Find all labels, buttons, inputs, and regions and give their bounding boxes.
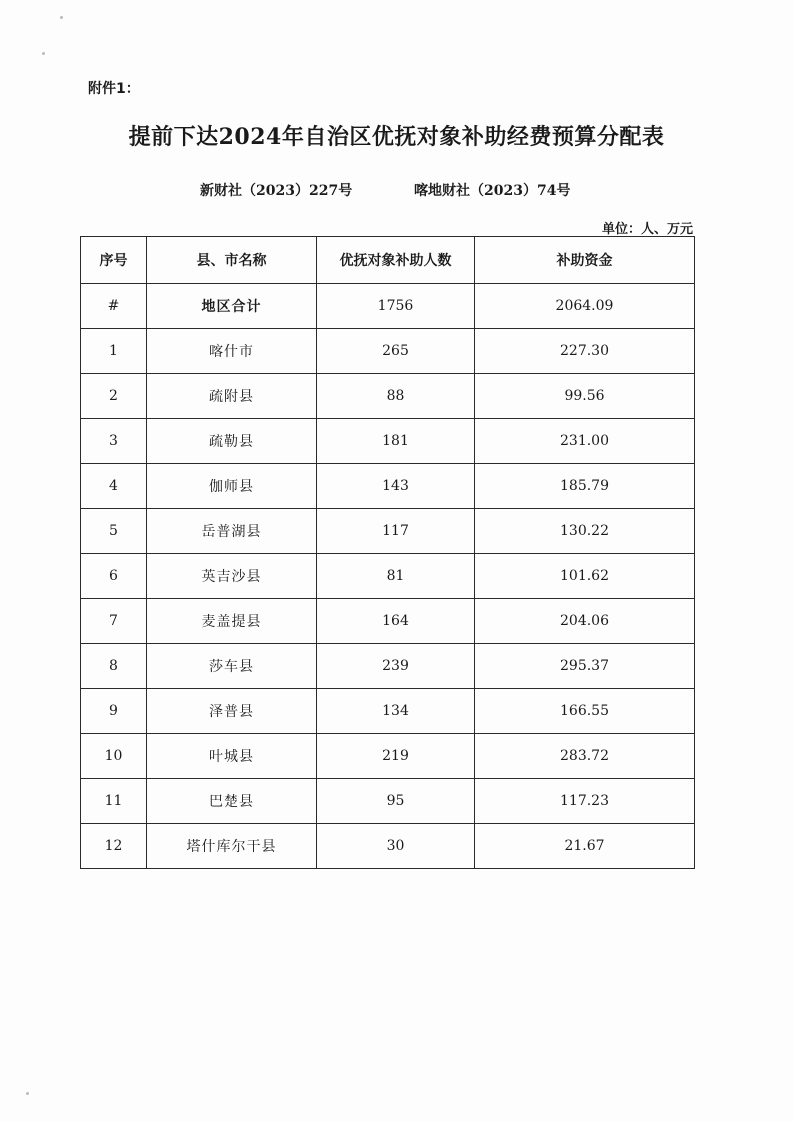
- cell-subsidy-amount: 227.30: [475, 329, 695, 374]
- cell-subsidy-amount: 204.06: [475, 599, 695, 644]
- cell-index: #: [81, 284, 147, 329]
- table-header-row: [81, 237, 695, 284]
- scan-speck: [26, 1092, 29, 1095]
- header-beneficiary-count: 优抚对象补助人数: [317, 237, 475, 284]
- cell-county-name: 泽普县: [147, 689, 317, 734]
- cell-subsidy-amount: 99.56: [475, 374, 695, 419]
- table-row: [81, 464, 695, 509]
- doc-number-left: 新财社（2023）227号: [200, 183, 353, 199]
- cell-county-name: 巴楚县: [147, 779, 317, 824]
- table-row: [81, 734, 695, 779]
- cell-subsidy-amount: 130.22: [475, 509, 695, 554]
- unit-label: 单位：人、万元: [601, 222, 693, 237]
- table-row: [81, 554, 695, 599]
- cell-index: 3: [81, 419, 147, 464]
- cell-subsidy-amount: 166.55: [475, 689, 695, 734]
- cell-index: 4: [81, 464, 147, 509]
- header-county-name: 县、市名称: [147, 237, 317, 284]
- cell-index: 5: [81, 509, 147, 554]
- table-row: [81, 689, 695, 734]
- cell-index: 12: [81, 824, 147, 869]
- cell-beneficiary-count: 134: [317, 689, 475, 734]
- document-title: 提前下达2024年自治区优抚对象补助经费预算分配表: [128, 124, 665, 150]
- table-row: [81, 374, 695, 419]
- cell-county-name: 麦盖提县: [147, 599, 317, 644]
- cell-county-name: 叶城县: [147, 734, 317, 779]
- table-row: [81, 599, 695, 644]
- cell-beneficiary-count: 88: [317, 374, 475, 419]
- cell-county-name: 岳普湖县: [147, 509, 317, 554]
- table-row: [81, 779, 695, 824]
- cell-index: 11: [81, 779, 147, 824]
- cell-county-name: 地区合计: [147, 284, 317, 329]
- cell-beneficiary-count: 265: [317, 329, 475, 374]
- cell-index: 7: [81, 599, 147, 644]
- scan-speck: [42, 52, 45, 55]
- cell-county-name: 伽师县: [147, 464, 317, 509]
- attachment-label: 附件1：: [88, 81, 140, 97]
- doc-number-right: 喀地财社（2023）74号: [414, 183, 571, 199]
- table-body: [81, 284, 695, 869]
- cell-beneficiary-count: 143: [317, 464, 475, 509]
- budget-table: [80, 236, 695, 869]
- table-row: [81, 329, 695, 374]
- cell-beneficiary-count: 1756: [317, 284, 475, 329]
- table-row: [81, 824, 695, 869]
- cell-subsidy-amount: 185.79: [475, 464, 695, 509]
- cell-beneficiary-count: 117: [317, 509, 475, 554]
- cell-county-name: 疏勒县: [147, 419, 317, 464]
- cell-beneficiary-count: 81: [317, 554, 475, 599]
- table-row: [81, 419, 695, 464]
- cell-subsidy-amount: 231.00: [475, 419, 695, 464]
- cell-county-name: 喀什市: [147, 329, 317, 374]
- cell-subsidy-amount: 2064.09: [475, 284, 695, 329]
- cell-index: 8: [81, 644, 147, 689]
- cell-index: 6: [81, 554, 147, 599]
- cell-county-name: 疏附县: [147, 374, 317, 419]
- cell-subsidy-amount: 117.23: [475, 779, 695, 824]
- cell-county-name: 英吉沙县: [147, 554, 317, 599]
- cell-beneficiary-count: 30: [317, 824, 475, 869]
- cell-index: 2: [81, 374, 147, 419]
- cell-index: 10: [81, 734, 147, 779]
- table-row: [81, 509, 695, 554]
- cell-beneficiary-count: 239: [317, 644, 475, 689]
- cell-beneficiary-count: 95: [317, 779, 475, 824]
- cell-index: 1: [81, 329, 147, 374]
- table-row: [81, 644, 695, 689]
- cell-beneficiary-count: 181: [317, 419, 475, 464]
- cell-beneficiary-count: 219: [317, 734, 475, 779]
- cell-subsidy-amount: 295.37: [475, 644, 695, 689]
- header-index: 序号: [81, 237, 147, 284]
- cell-subsidy-amount: 101.62: [475, 554, 695, 599]
- cell-subsidy-amount: 283.72: [475, 734, 695, 779]
- table-row-total: [81, 284, 695, 329]
- header-subsidy-amount: 补助资金: [475, 237, 695, 284]
- cell-county-name: 塔什库尔干县: [147, 824, 317, 869]
- cell-subsidy-amount: 21.67: [475, 824, 695, 869]
- cell-index: 9: [81, 689, 147, 734]
- scan-speck: [60, 16, 63, 19]
- cell-county-name: 莎车县: [147, 644, 317, 689]
- cell-beneficiary-count: 164: [317, 599, 475, 644]
